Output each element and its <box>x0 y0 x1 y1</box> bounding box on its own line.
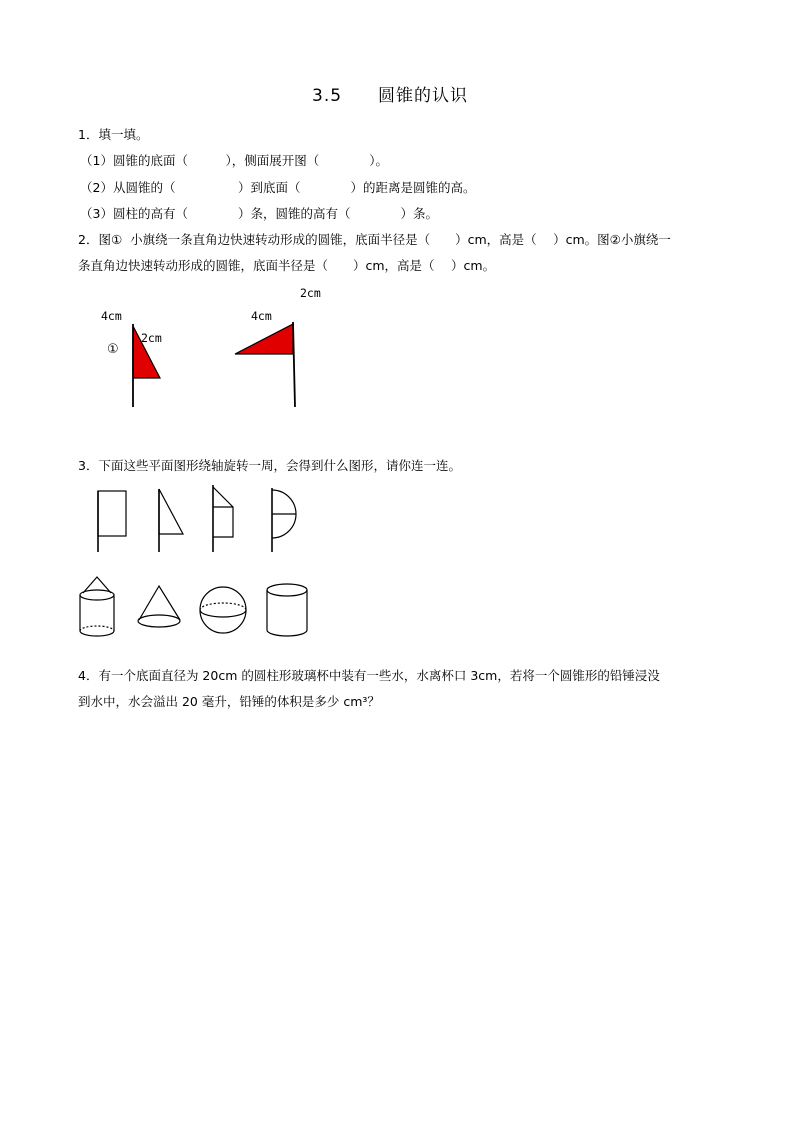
solid-cone <box>138 586 180 627</box>
fig1-side-label: 2cm <box>141 331 162 345</box>
q2-line-1: 2．图① 小旗绕一条直角边快速转动形成的圆锥，底面半径是（ ）cm，高是（ ）cm。图②小旗绕一 <box>78 232 671 247</box>
flag-figure-2 <box>235 322 295 407</box>
q2-line-2: 条直角边快速转动形成的圆锥，底面半径是（ ）cm，高是（ ）cm。 <box>78 258 496 273</box>
solid-sphere <box>200 587 246 633</box>
solid-cylinder <box>267 584 307 636</box>
flag-2-triangle <box>235 324 293 354</box>
flag-1-triangle <box>133 326 160 378</box>
plane-shape-triangle-on-rectangle <box>213 485 233 552</box>
flag-figure-1 <box>133 324 160 407</box>
q1-line-2: （2）从圆锥的（ ）到底面（ ）的距离是圆锥的高。 <box>80 180 476 195</box>
solid-cone-on-cylinder <box>80 577 114 636</box>
fig1-marker: ① <box>107 342 119 357</box>
plane-shape-rectangle <box>98 491 126 552</box>
q1-line-1: （1）圆锥的底面（ ），侧面展开图（ ）。 <box>80 153 388 168</box>
fig2-side-label: 4cm <box>251 309 272 323</box>
q1-heading: 1．填一填。 <box>78 127 149 142</box>
plane-shape-right-triangle <box>159 489 183 552</box>
q1-line-3: （3）圆柱的高有（ ）条，圆锥的高有（ ）条。 <box>80 206 438 221</box>
fig2-top-label: 2cm <box>300 286 321 300</box>
q4-line-2: 到水中，水会溢出 20 毫升，铅锤的体积是多少 cm³？ <box>78 694 380 709</box>
q4-line-1: 4．有一个底面直径为 20cm 的圆柱形玻璃杯中装有一些水，水离杯口 3cm，若将一个圆锥形的铅锤浸没 <box>78 668 660 683</box>
page-title: 3.5 圆锥的认识 <box>312 86 469 106</box>
flag-2-pole <box>293 322 295 407</box>
q3-line: 3．下面这些平面图形绕轴旋转一周，会得到什么图形，请你连一连。 <box>78 458 461 473</box>
fig1-top-label: 4cm <box>101 309 122 323</box>
plane-shape-semicircle <box>272 488 296 552</box>
